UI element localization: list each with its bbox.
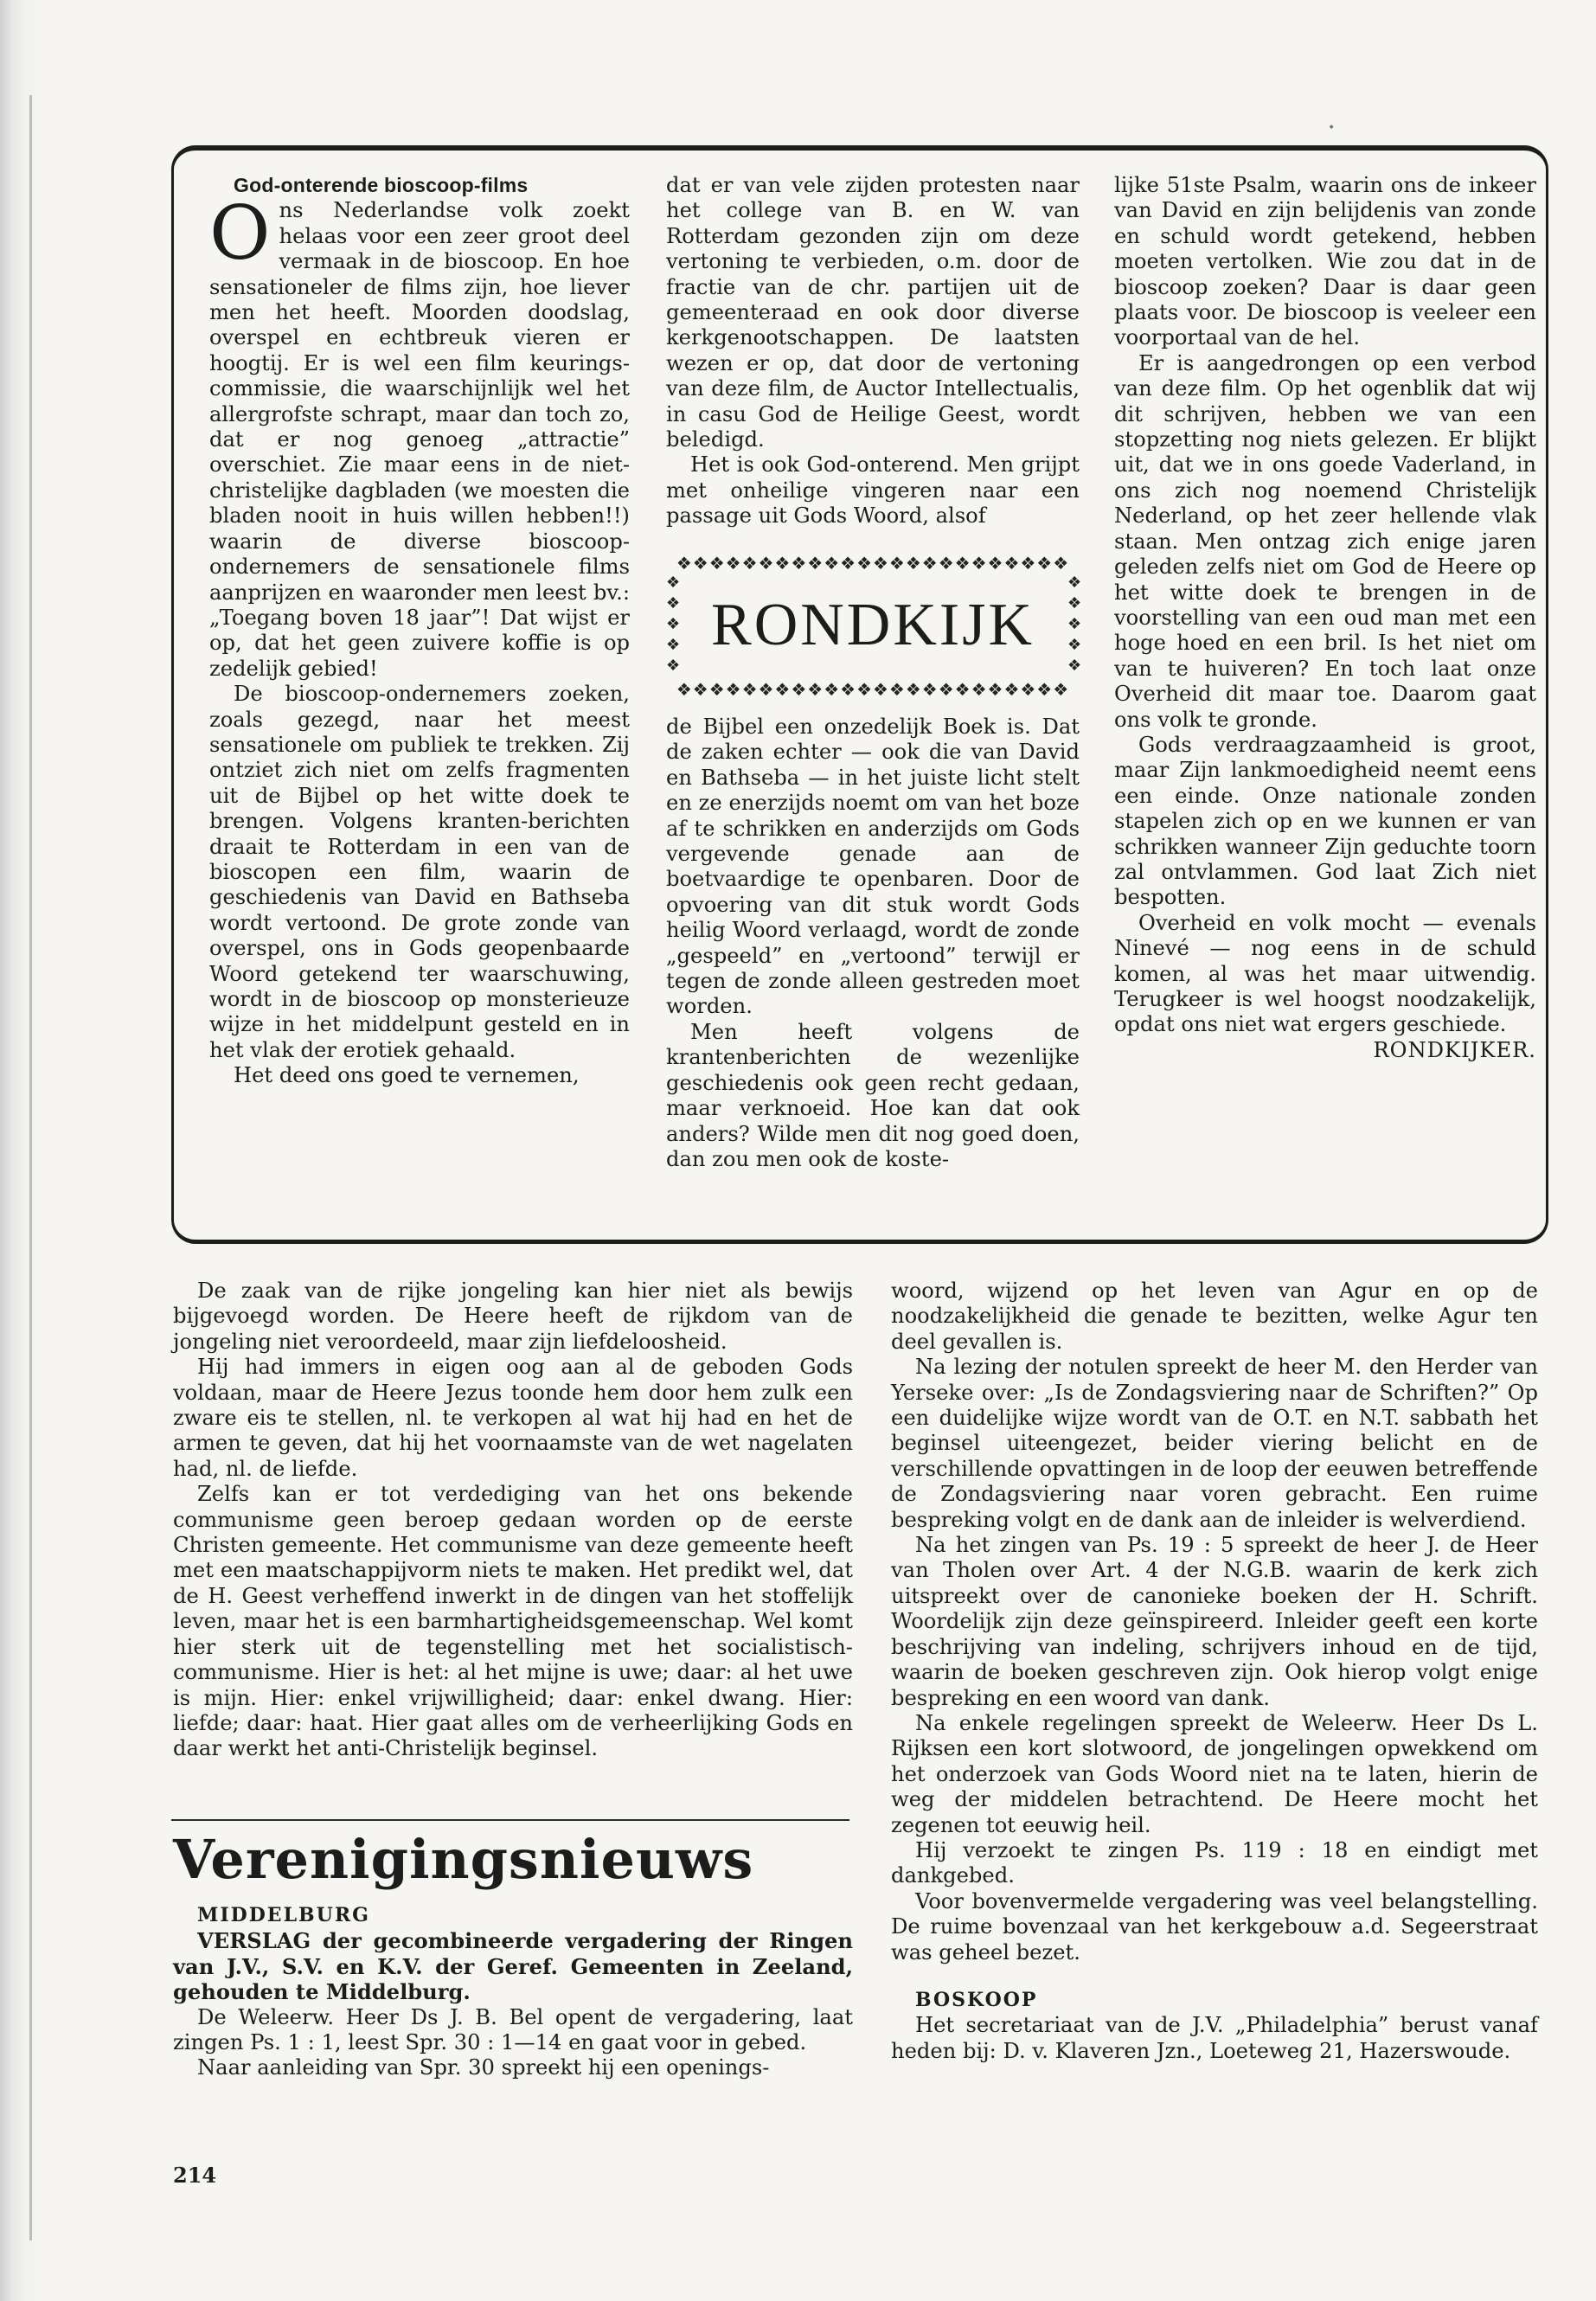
body-paragraph: Hij verzoekt te zingen Ps. 119 : 18 en eindigt met dankgebed.	[891, 1837, 1538, 1888]
page-number: 214	[173, 2163, 217, 2188]
article-paragraph: De bioscoop-ondernemers zoeken, zoals gezegd, naar het meest sensationele om publiek te trekken. Zij ontziet zich niet om zelfs fragmenten uit de Bijbel op het witte doek te brengen. Volgens kranten-berichten draait te Rotterdam in een van de bioscopen een film, waarin de geschiedenis van David en Bathseba wordt vertoond. De grote zonde van overspel, ons in Gods geopenbaarde Woord getekend ter waarschuwing, wordt in de bioscoop op monsterieuze wijze in het middelpunt gesteld en in het vlak der erotiek gehaald.	[209, 682, 630, 1062]
article-paragraph: Overheid en volk mocht — evenals Ninevé — nog eens in de schuld komen, al was het maar uitwendig. Terugkeer is wel hoogst noodzakelijk, opdat ons niet wat ergers geschiede.	[1114, 910, 1536, 1037]
scan-speck: •	[1328, 121, 1336, 135]
scanned-page-edge	[0, 0, 45, 2301]
article-paragraph	[209, 190, 630, 682]
body-paragraph: Hij had immers in eigen oog aan al de geboden Gods voldaan, maar de Heere Jezus toonde hem door hem zulk een zware eis te stellen, nl. te verkopen al wat hij had en het de armen te geven, dat hij het voornaamste van de wet nagelaten had, nl. de liefde.	[173, 1355, 853, 1481]
lower-left-column	[173, 1279, 853, 1815]
body-paragraph: De Weleerw. Heer Ds J. B. Bel opent de vergadering, laat zingen Ps. 1 : 1, leest Spr. 30 : 1—14 en gaat voor in gebed.	[173, 2004, 853, 2055]
body-paragraph: Naar aanleiding van Spr. 30 spreekt hij een openings-	[197, 2055, 770, 2080]
article-column-3	[1114, 173, 1536, 1228]
place-heading: MIDDELBURG	[197, 1904, 370, 1926]
body-paragraph: Na het zingen van Ps. 19 : 5 spreekt de heer J. de Heer van Tholen over Art. 4 der N.G.B. waarin de kerk zich uitspreekt over de canonieke boeken der H. Schrift. Woordelijk zijn deze geïnspireerd. Inleider geeft een korte beschrijving van indeling, schrijvers inhoud en de tijd, waarin de boeken geschreven zijn. Ook hierop volgt enige bespreking en een woord van dank.	[891, 1533, 1538, 1710]
article-paragraph: Het is ook God-onterend. Men grijpt met onheilige vingeren naar een passage uit Gods Woord, alsof	[666, 452, 1080, 529]
article-column-2-top	[666, 173, 1080, 536]
body-paragraph: Het secretariaat van de J.V. „Philadelphia” berust vanaf heden bij: D. v. Klaveren Jzn., Loeteweg 21, Hazerswoude.	[891, 2013, 1538, 2063]
ornament-border-top: ❖❖❖❖❖❖❖❖❖❖❖❖❖❖❖❖❖❖❖❖❖❖❖❖	[676, 553, 1070, 574]
binding-shadow	[29, 95, 32, 2240]
article-paragraph: dat er van vele zijden protesten naar het college van B. en W. van Rotterdam gezonden zijn om deze vertoning te verbieden, o.m. door de fractie van de chr. partijen uit de gemeenteraad en ook door diverse kerkgenootschappen. De laatsten wezen er op, dat door de vertoning van deze film, de Auctor Intellectualis, in casu God de Heilige Geest, wordt beledigd.	[666, 173, 1080, 452]
article-title: God-onterende bioscoop-films	[234, 174, 529, 196]
article-paragraph: Gods verdraagzaamheid is groot, maar Zijn lankmoedigheid neemt eens een einde. Onze nationale zonden stapelen zich op en we kunnen er van schrikken wanneer Zijn geduchte toorn zal ontvlammen. God laat Zich niet bespotten.	[1114, 732, 1536, 910]
article-paragraph: Men heeft volgens de krantenberichten de wezenlijke geschiedenis ook geen recht gedaan, maar verknoeid. Hoe kan dat ook anders? Wilde men dit nog goed doen, dan zou men ook de koste-	[666, 1019, 1080, 1171]
body-paragraph: De zaak van de rijke jongeling kan hier niet als bewijs bijgevoegd worden. De Heere heeft de rijkdom van de jongeling niet veroordeeld, maar zijn liefdeloosheid.	[173, 1279, 853, 1354]
article-signature: RONDKIJKER.	[1373, 1037, 1536, 1062]
article-paragraph-text: ns Nederlandse volk zoekt helaas voor een zeer groot deel vermaak in de bioscoop. En hoe sensationeler de films zijn, hoe liever men het heeft. Moorden doodslag, overspel en echtbreuk vieren er hoogtij. Er is wel een film keurings-commissie, die waarschijnlijk wel het allergrofste schrapt, maar dan toch zo, dat er nog genoeg „attractie” overschiet. Zie maar eens in de niet-christelijke dagbladen (we moesten die bladen nooit in huis willen hebben!!) waarin de diverse bioscoop-ondernemers de sensationele films aanprijzen en waaronder men leest bv.: „Toegang boven 18 jaar”! Dat wijst er op, dat het geen zuivere koffie is op zedelijk gebied!	[209, 198, 630, 681]
section-divider	[171, 1819, 849, 1821]
column-title: RONDKIJK	[711, 592, 1035, 658]
body-paragraph: Voor bovenvermelde vergadering was veel belangstelling. De ruime bovenzaal van het kerkgebouw a.d. Segeerstraat was geheel bezet.	[891, 1888, 1538, 1965]
article-column-2-bottom	[666, 715, 1080, 1230]
ornament-border-bottom: ❖❖❖❖❖❖❖❖❖❖❖❖❖❖❖❖❖❖❖❖❖❖❖❖	[676, 679, 1070, 700]
middelburg-report	[173, 1903, 853, 2128]
body-paragraph: Na enkele regelingen spreekt de Weleerw. Heer Ds L. Rijksen een kort slotwoord, de jongelingen opwekkend om het onderzoek van Gods Woord niet na te laten, hierin de weg der middelen betrachtend. De Heere mocht het zegenen tot eeuwig heil.	[891, 1710, 1538, 1837]
report-title: VERSLAG der gecombineerde vergadering der Ringen van J.V., S.V. en K.V. der Geref. Gemeenten in Zeeland, gehouden te Middelburg.	[173, 1928, 853, 2005]
place-heading: BOSKOOP	[915, 1988, 1038, 2011]
article-paragraph: de Bijbel een onzedelijk Boek is. Dat de zaken echter — ook die van David en Bathseba — in het juiste licht stelt en ze enerzijds noemt om van het boze af te schrikken en anderzijds om Gods vergevende genade aan de boetvaardige te openbaren. Door de opvoering van dit stuk wordt Gods heilig Woord verlaagd, wordt de zonde „gespeeld” en „vertoond” terwijl er tegen de zonde alleen gestreden moet worden.	[666, 715, 1080, 1019]
lower-right-column	[891, 1279, 1538, 2144]
article-paragraph: lijke 51ste Psalm, waarin ons de inkeer van David en zijn belijdenis van zonde en schuld wordt getekend, hebben moeten vertolken. Wie zou dat in de bioscoop zoeken? Daar is daar geen plaats voor. De bioscoop is veeleer een voorportaal van de hel.	[1114, 173, 1536, 350]
drop-cap: O	[209, 190, 271, 278]
ornament-border-left: ❖ ❖ ❖ ❖ ❖	[666, 574, 681, 675]
section-heading: Verenigingsnieuws	[173, 1828, 754, 1891]
rondkijk-emblem	[666, 554, 1080, 699]
body-paragraph: Zelfs kan er tot verdediging van het ons bekende communisme geen beroep gedaan worden op de eerste Christen gemeente. Het communisme van deze gemeente heeft met een maatschappijvorm niets te maken. Het predikt wel, dat de H. Geest verheffend inwerkt in de dingen van het stoffelijk leven, maar het is een barmhartigheidsgemeenschap. Wel komt hier sterk uit de tegenstelling met het socialistisch-communisme. Hier is het: al het mijne is uwe; daar: al het uwe is mijn. Hier: enkel vrijwilligheid; daar: enkel dwang. Hier: liefde; daar: haat. Hier gaat alles om de verheerlijking Gods en daar werkt het anti-Christelijk beginsel.	[173, 1482, 853, 1761]
body-paragraph: Na lezing der notulen spreekt de heer M. den Herder van Yerseke over: „Is de Zondagsviering naar de Schriften?” Op een duidelijke wijze wordt van de O.T. en N.T. sabbath het beginsel uiteengezet, beider viering belicht en de verschillende opvattingen in de loop der eeuwen betreffende de Zondagsviering naar voren gebracht. Een ruime bespreking volgt en de dank aan de inleider is welverdiend.	[891, 1355, 1538, 1532]
article-column-1	[209, 173, 630, 1228]
article-paragraph: Er is aangedrongen op een verbod van deze film. Op het ogenblik dat wij dit schrijven, hebben we van een stopzetting nog niets gelezen. Er blijkt uit, dat we in ons goede Vaderland, in ons zich nog noemend Christelijk Nederland, op het zeer hellende vlak staan. Men ontzag zich enige jaren geleden zelfs niet om God de Heere op het witte doek te brengen in de voorstelling van een oud man met een hoge hoed en een bril. Is het niet om van te huiveren? En toch laat onze Overheid dit maar toe. Daarom gaat ons volk te gronde.	[1114, 350, 1536, 732]
body-paragraph: woord, wijzend op het leven van Agur en op de noodzakelijkheid die genade te bezitten, welke Agur ten deel gevallen is.	[891, 1279, 1538, 1354]
ornament-border-right: ❖ ❖ ❖ ❖ ❖	[1067, 574, 1082, 675]
article-paragraph: Het deed ons goed te vernemen,	[234, 1063, 580, 1088]
